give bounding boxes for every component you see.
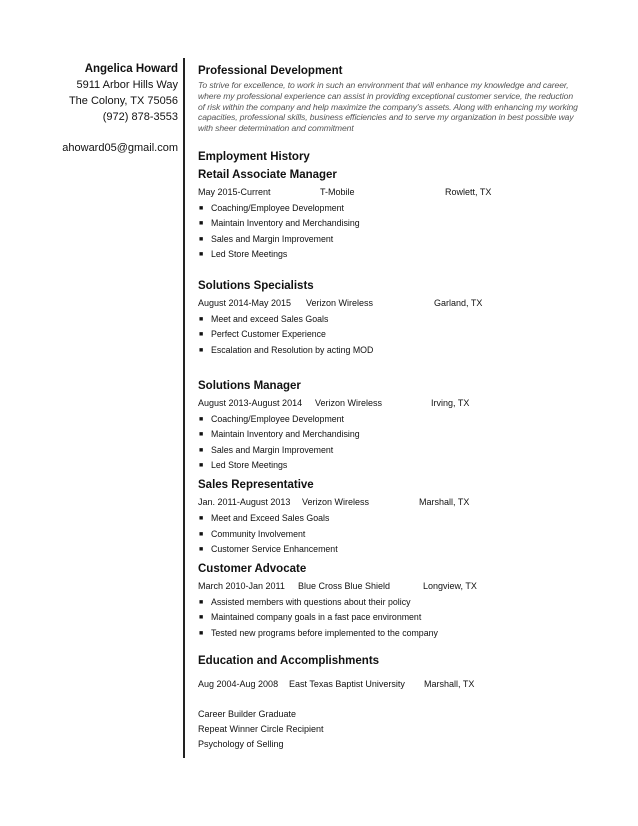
list-item: ■ Assisted members with questions about their policy — [198, 595, 580, 610]
job-entry — [198, 168, 580, 262]
bullet-icon: ■ — [199, 461, 204, 469]
list-item: ■ Tested new programs before implemented to the company — [198, 626, 580, 641]
contact-phone: (972) 878-3553 — [102, 111, 178, 123]
education-details-row — [198, 677, 580, 692]
job-company: Verizon Wireless — [306, 298, 374, 309]
job-entry — [198, 478, 580, 557]
list-item: ■ Led Store Meetings — [198, 458, 580, 473]
bullet-icon: ■ — [199, 629, 204, 637]
job-location: Garland, TX — [434, 298, 483, 309]
list-item: ■ Coaching/Employee Development — [198, 412, 580, 427]
contact-block — [0, 62, 178, 156]
contact-name: Angelica Howard — [84, 63, 178, 75]
job-duties — [198, 595, 580, 641]
bullet-icon: ■ — [199, 599, 204, 607]
bullet-icon: ■ — [199, 204, 204, 212]
job-dates: August 2013-August 2014 — [198, 398, 303, 409]
list-item: ■ Led Store Meetings — [198, 247, 580, 262]
professional-heading: Professional Development — [198, 65, 343, 77]
list-item: ■ Escalation and Resolution by acting MOD — [198, 343, 580, 358]
job-details-row — [198, 296, 580, 311]
list-item: ■ Maintain Inventory and Merchandising — [198, 216, 580, 231]
accomplishment-item: Psychology of Selling — [198, 739, 284, 750]
list-item: ■ Maintained company goals in a fast pace environment — [198, 610, 580, 625]
list-item: ■ Meet and exceed Sales Goals — [198, 312, 580, 327]
job-duties — [198, 201, 580, 262]
job-location: Irving, TX — [431, 398, 470, 409]
job-entry — [198, 379, 580, 473]
job-title: Solutions Manager — [198, 380, 301, 393]
bullet-icon: ■ — [199, 515, 204, 523]
job-duties — [198, 412, 580, 473]
education-heading: Education and Accomplishments — [198, 655, 380, 668]
education-dates: Aug 2004-Aug 2008 — [198, 679, 279, 690]
accomplishment-item: Career Builder Graduate — [198, 709, 297, 720]
list-item: ■ Customer Service Enhancement — [198, 542, 580, 557]
job-company: Verizon Wireless — [315, 398, 383, 409]
list-item: ■ Community Involvement — [198, 527, 580, 542]
job-dates: Jan. 2011-August 2013 — [198, 497, 291, 508]
job-duties — [198, 312, 580, 358]
job-location: Marshall, TX — [419, 497, 470, 508]
contact-email: ahoward05@gmail.com — [62, 142, 178, 154]
list-item: ■ Sales and Margin Improvement — [198, 232, 580, 247]
job-title: Customer Advocate — [198, 563, 307, 576]
education-location: Marshall, TX — [424, 679, 475, 690]
job-duties — [198, 511, 580, 557]
list-item: ■ Maintain Inventory and Merchandising — [198, 427, 580, 442]
bullet-icon: ■ — [199, 545, 204, 553]
job-entry — [198, 279, 580, 358]
education-school: East Texas Baptist University — [289, 679, 405, 690]
job-details-row — [198, 495, 580, 510]
bullet-icon: ■ — [199, 530, 204, 538]
bullet-icon: ■ — [199, 316, 204, 324]
bullet-icon: ■ — [199, 346, 204, 354]
job-company: Blue Cross Blue Shield — [298, 581, 391, 592]
job-entry — [198, 562, 580, 641]
job-dates: March 2010-Jan 2011 — [198, 581, 285, 592]
employment-heading: Employment History — [198, 150, 310, 163]
job-location: Longview, TX — [423, 581, 477, 592]
job-dates: May 2015-Current — [198, 186, 271, 197]
job-dates: August 2014-May 2015 — [198, 298, 292, 309]
job-title: Solutions Specialists — [198, 280, 314, 293]
bullet-icon: ■ — [199, 331, 204, 339]
job-location: Rowlett, TX — [445, 186, 492, 197]
bullet-icon: ■ — [199, 235, 204, 243]
job-company: T-Mobile — [320, 186, 355, 197]
job-details-row — [198, 185, 580, 200]
bullet-icon: ■ — [199, 431, 204, 439]
main-content — [198, 64, 580, 752]
contact-city: The Colony, TX 75056 — [68, 95, 178, 107]
bullet-icon: ■ — [199, 220, 204, 228]
bullet-icon: ■ — [199, 446, 204, 454]
accomplishments-list — [198, 707, 580, 752]
list-item: ■ Coaching/Employee Development — [198, 201, 580, 216]
list-item: ■ Meet and Exceed Sales Goals — [198, 511, 580, 526]
list-item: ■ Sales and Margin Improvement — [198, 443, 580, 458]
job-details-row — [198, 579, 580, 594]
bullet-icon: ■ — [199, 614, 204, 622]
accomplishment-item: Repeat Winner Circle Recipient — [198, 724, 324, 735]
bullet-icon: ■ — [199, 250, 204, 258]
job-title: Retail Associate Manager — [198, 168, 337, 181]
vertical-divider — [183, 58, 185, 758]
job-details-row — [198, 396, 580, 411]
job-title: Sales Representative — [198, 479, 314, 492]
list-item: ■ Perfect Customer Experience — [198, 327, 580, 342]
bullet-icon: ■ — [199, 416, 204, 424]
job-company: Verizon Wireless — [302, 497, 370, 508]
contact-address: 5911 Arbor Hills Way — [76, 79, 178, 91]
objective-text: To strive for excellence, to work in such an environment that will enhance my knowledge and career, where my professional experience can assist in providing exceptional customer service, the reduction of risk within the company and help maximize the company's assets. Along with enhancing my working capacities, professional skills, business efficiencies and to serve my organization in best possible way with sheer determination and commitment — [198, 80, 578, 134]
